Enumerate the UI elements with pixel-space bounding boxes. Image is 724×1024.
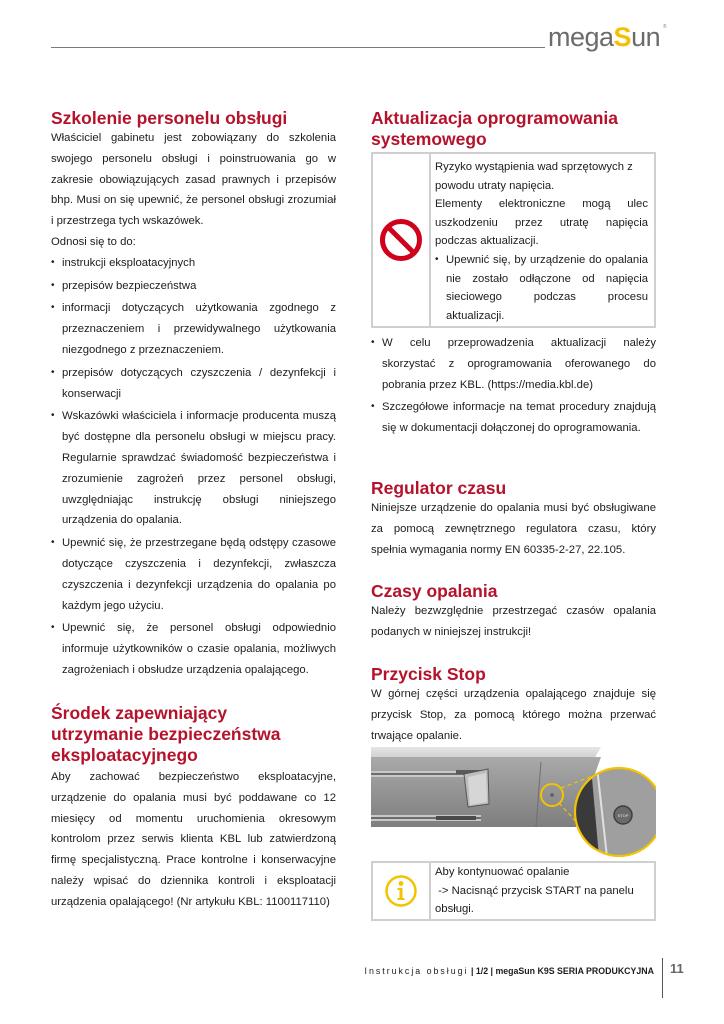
logo-text-post: un [631,22,661,52]
info-notice-box [371,861,656,921]
stop-button-body: W górnej części urządzenia opalającego znajduje się przycisk Stop, za pomocą którego można przerwać trwające opalanie. [371,688,656,742]
list-item: • Upewnić się, że personel obsługi odpowiednio informuje użytkowników o czasie opalania, możliwych zagrożeniach i obsłudze urządzenia opalającego. [51,618,336,680]
list-item: • informacji dotyczących użytkowania zgodnego z przeznaczeniem i przewidywalnego użytkowania niezgodnego z przeznaczeniem. [51,298,336,360]
list-item: • W celu przeprowadzenia aktualizacji należy skorzystać z oprogramowania oferowanego do pobrania przez KBL. (https://media.kbl.de) [371,333,656,395]
prohibition-icon [379,218,423,262]
page-number: 11 [670,961,684,976]
page-footer [365,966,654,976]
list-item: • instrukcji eksploatacyjnych [51,253,336,274]
logo-text-pre: mega [548,22,614,52]
stop-button-illustration [371,747,656,857]
tanning-times-body: Należy bezwzględnie przestrzegać czasów opalania podanych w niniejszej instrukcji! [371,605,656,638]
notice-risk-text: Ryzyko wystąpienia wad sprzętowych z powodu utraty napięcia. [435,161,633,192]
notice-bullet-list [435,251,648,325]
info-line-3: obsługi. [435,903,474,916]
footer-doc-title: Instrukcja obsługi [364,966,469,976]
list-item: • Upewnić się, że przestrzegane będą odstępy czasowe dotyczące czyszczenia i dezynfekcji, zwłaszcza czyszczenia i dezynfekcji urządzenia do opalania po każdym jego użyciu. [51,533,336,616]
training-bullet-list [51,253,336,681]
section-title-safety-measure: Środek zapewniający utrzymanie bezpieczeństwa eksploatacyjnego [51,703,281,765]
notice-icon-cell [371,863,431,919]
list-item: • przepisów bezpieczeństwa [51,276,336,297]
info-icon [384,874,418,908]
registered-mark: ® [662,24,667,30]
notice-text-cell [431,863,656,919]
stop-label: STOP [617,813,629,818]
section-title-software-update: Aktualizacja oprogramowania systemowego [371,108,619,149]
footer-separator: | [468,966,476,976]
warning-notice-box [371,152,656,328]
footer-part: 1/2 [475,966,489,976]
notice-text-cell [431,154,656,326]
header-rule [51,47,545,48]
notice-detail-text: Elementy elektroniczne mogą ulec uszkodzeniu przez utratę napięcia podczas aktualizacji. [435,198,648,248]
footer-product: megaSun K9S SERIA PRODUKCYJNA [495,966,654,976]
info-line-2: -> Nacisnąć przycisk START na panelu [435,884,634,897]
section-title-stop-button: Przycisk Stop [371,664,486,684]
section-title-training: Szkolenie personelu obsługi [51,108,288,128]
logo-text-s: S [613,22,632,52]
training-intro: Właściciel gabinetu jest zobowiązany do szkolenia swojego personelu obsługi i poinstruowania go w zakresie obowiązujących zasad prawnych i przepisów bhp. Musi on się upewnić, że personel obsługi zrozumiał i przestrzega tych wskazówek. [51,132,336,228]
section-title-timer: Regulator czasu [371,478,507,498]
footer-divider [662,958,663,998]
footer-separator: | [488,966,496,976]
info-line-1: Aby kontynuować opalanie [435,866,570,878]
timer-body: Niniejsze urządzenie do opalania musi być obsługiwane za pomocą zewnętrznego regulatora czasu, który spełnia wymagania normy EN 60335-2-27, 22.105. [371,502,656,556]
list-item: • Wskazówki właściciela i informacje producenta muszą być dostępne dla personelu obsługi w miejscu pracy. Regularnie sprawdzać świadomość bezpieczeństwa i zrozumienie zagrożeń przez personel obsługi, uwzględniając instrukcję obsługi niniejszego urządzenia do opalania. [51,406,336,531]
list-item: • przepisów dotyczących czyszczenia / dezynfekcji i konserwacji [51,363,336,405]
software-update-bullet-list [371,333,656,439]
safety-measure-body: Aby zachować bezpieczeństwo eksploatacyjne, urządzenie do opalania musi być poddawane co 12 miesięcy od momentu uruchomienia okresowym kontrolom przez serwis klienta KBL lub zatwierdzoną firmę specjalistyczną. Prace kontrolne i konserwacyjne należy wpisać do dziennika kontroli i eksploatacji urządzenia opalającego! (Nr artykułu KBL: 1100117110) [51,771,336,908]
megasun-logo [548,22,667,53]
list-item: • Upewnić się, by urządzenie do opalania nie zostało odłączone od napięcia sieciowego podczas procesu aktualizacji. [435,251,648,325]
list-item: • Szczegółowe informacje na temat procedury znajdują się w dokumentacji dołączonej do oprogramowania. [371,397,656,439]
training-applies-to: Odnosi się to do: [51,235,136,248]
notice-icon-cell [371,154,431,326]
section-title-tanning-times: Czasy opalania [371,581,498,601]
